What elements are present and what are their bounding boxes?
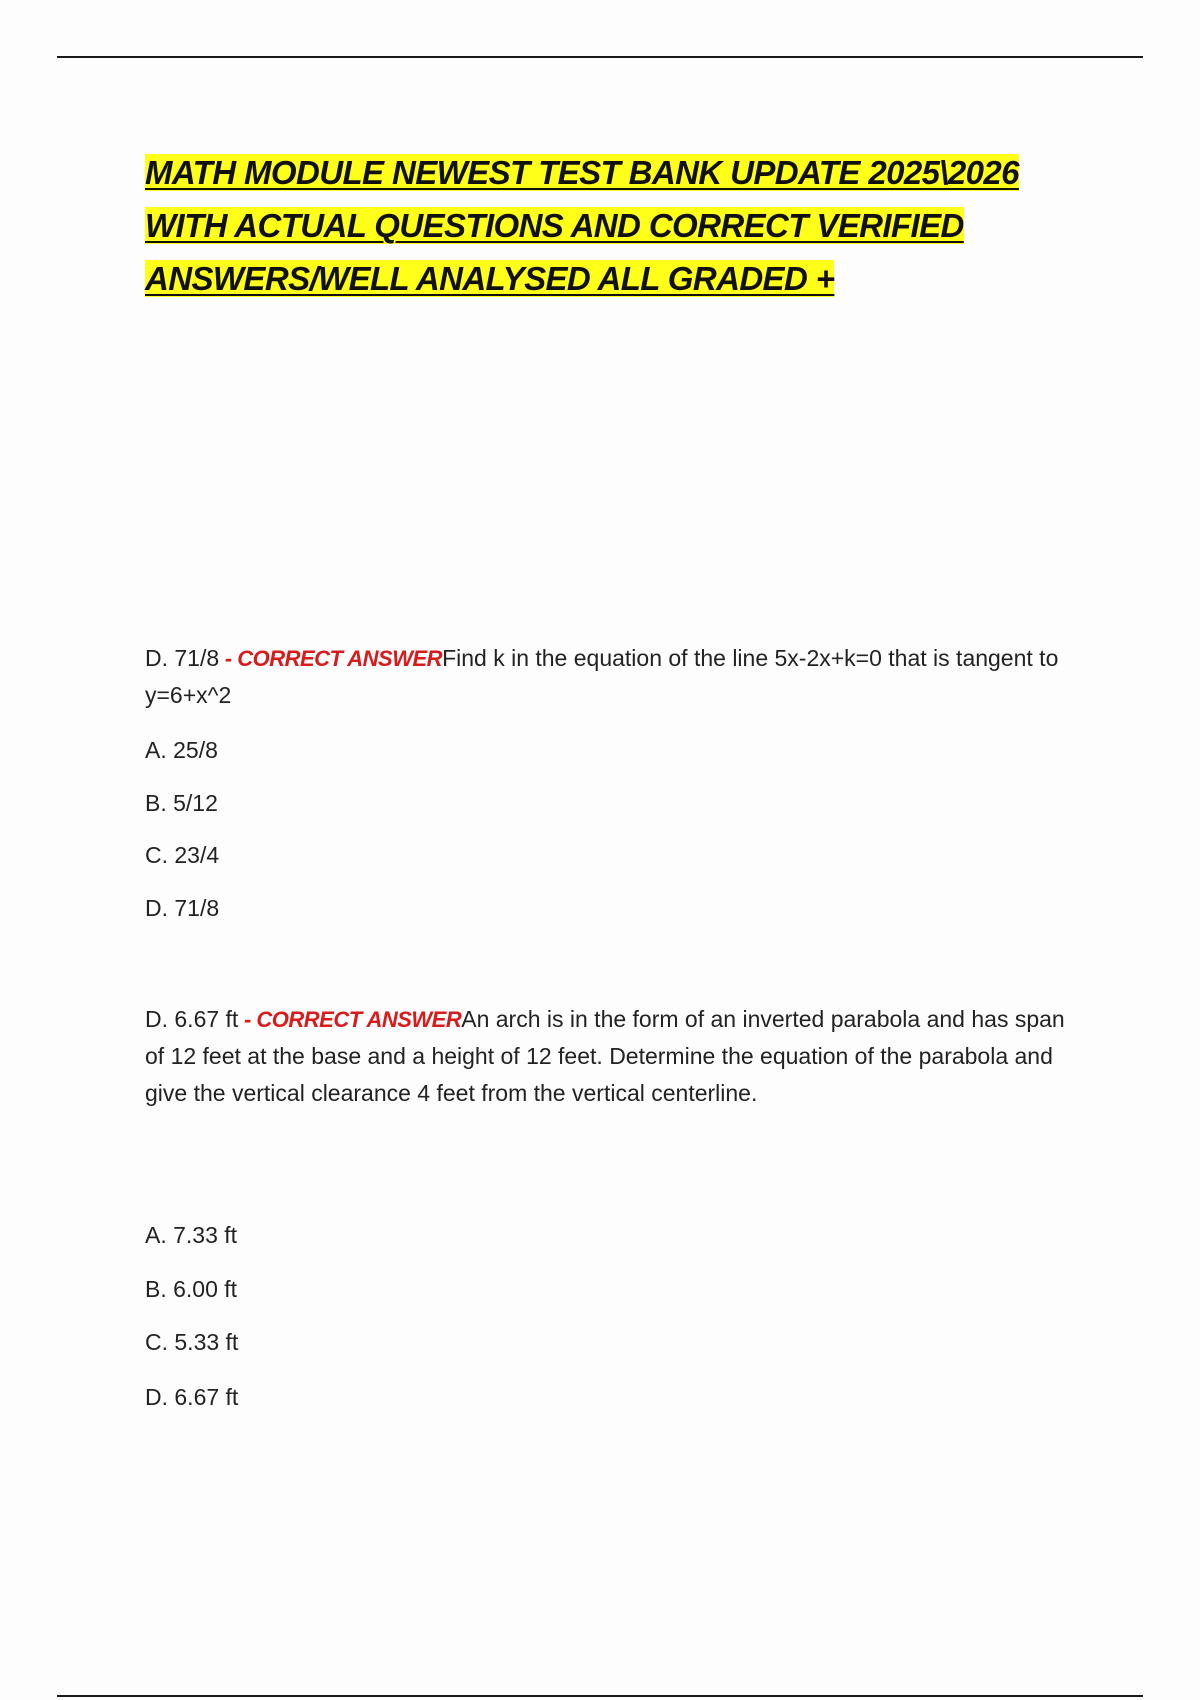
correct-answer-tag: - CORRECT ANSWER [219,646,443,671]
title-highlight: MATH MODULE NEWEST TEST BANK UPDATE 2025\2026 WITH ACTUAL QUESTIONS AND CORRECT VERIFIED ANSWERS/WELL ANALYSED ALL GRADED + [145,154,1019,297]
option-a: A. 25/8 [145,737,218,763]
option-d: D. 71/8 [145,895,220,921]
correct-answer-tag: - CORRECT ANSWER [238,1007,462,1032]
option-d: D. 6.67 ft [145,1384,239,1410]
correct-answer-value: D. 71/8 [145,645,220,671]
question-text: An arch is in the form of an inverted parabola and has span of 12 feet at the base and a height of 12 feet. Determine the equation of the parabola and give the vertical clearance 4 feet from the vertical centerline. [145,1006,1065,1106]
question-text: Find k in the equation of the line 5x-2x+k=0 that is tangent to y=6+x^2 [145,645,1059,708]
option-b: B. 6.00 ft [145,1276,238,1302]
document-title [145,146,1045,305]
option-c: C. 23/4 [145,842,220,868]
header-rule [57,56,1143,58]
question-block-2 [145,1001,1065,1112]
option-b: B. 5/12 [145,790,218,816]
question-block-1 [145,640,1065,714]
option-c: C. 5.33 ft [145,1329,239,1355]
option-a: A. 7.33 ft [145,1222,238,1248]
correct-answer-value: D. 6.67 ft [145,1006,239,1032]
footer-rule [57,1695,1143,1697]
